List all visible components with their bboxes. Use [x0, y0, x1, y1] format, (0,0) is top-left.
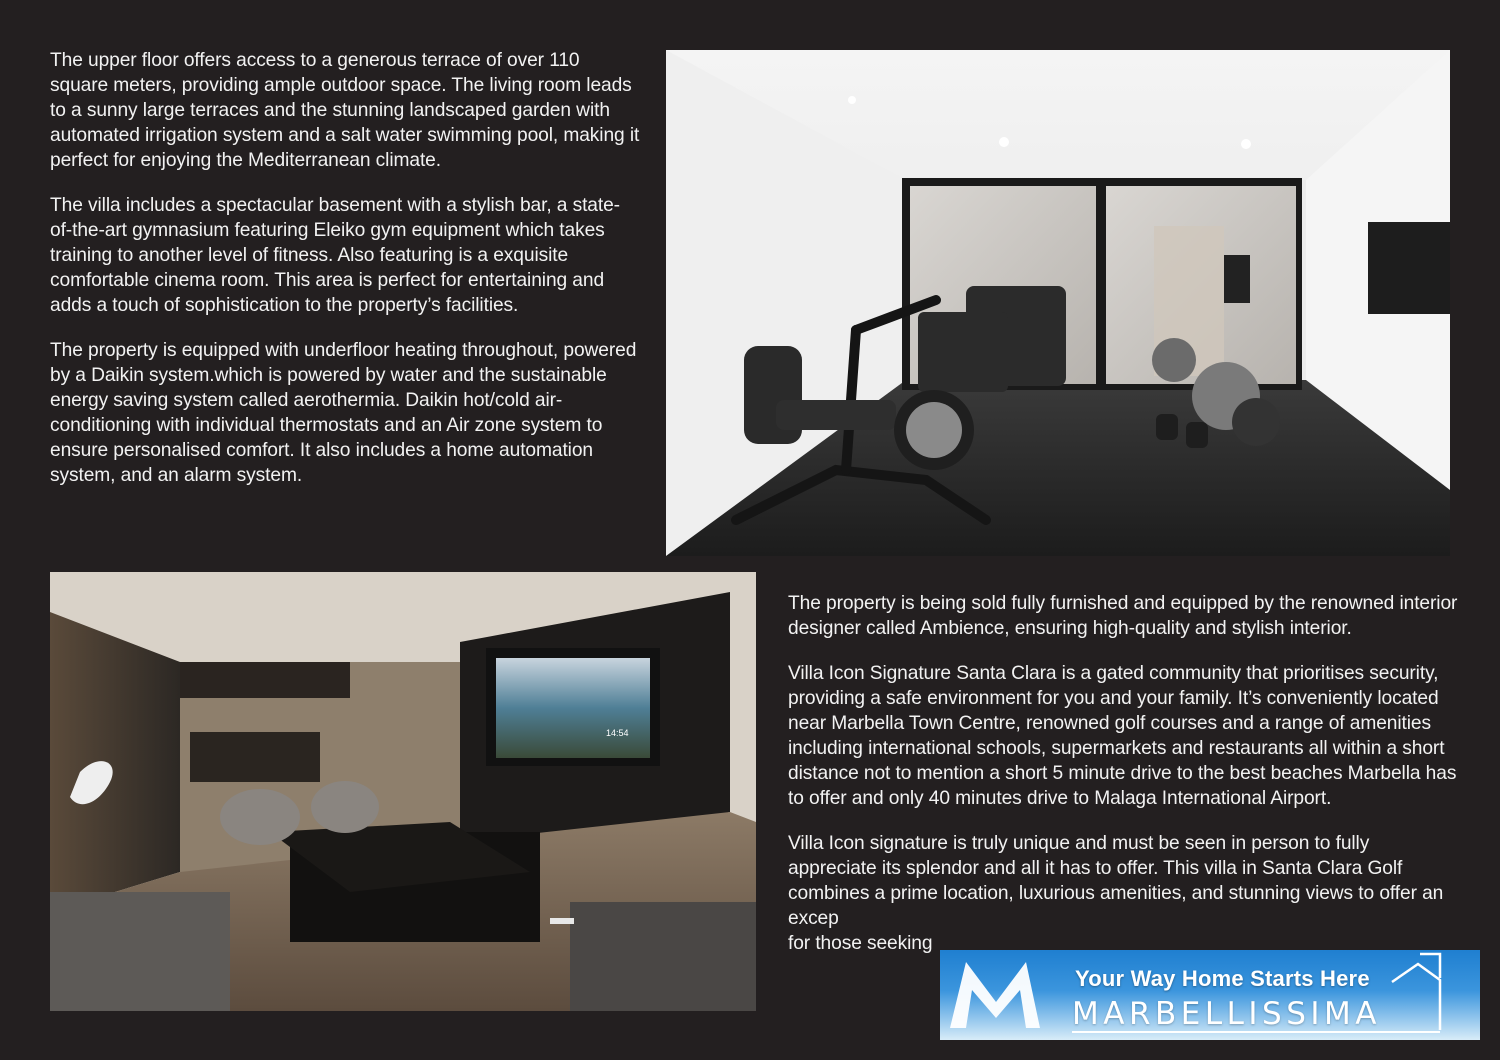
paragraph-unique-end: for those seeking	[788, 933, 933, 954]
tv-clock: 14:54	[606, 728, 629, 738]
banner-tagline: Your Way Home Starts Here	[1075, 966, 1370, 991]
paragraph-basement: The villa includes a spectacular basement with a stylish bar, a state-of-the-art gymnasium featuring Eleiko gym equipment which takes training to another level of fitness. Also featuring is a exquisite comfortable cinema room. This area is perfect for entertaining and adds a touch of sophistication to the property’s facilities.	[50, 195, 620, 316]
marbellissima-banner[interactable]	[940, 950, 1480, 1040]
gym-illustration	[666, 50, 1450, 556]
gym-photo	[666, 50, 1450, 556]
paragraph-heating: The property is equipped with underfloor heating throughout, powered by a Daikin system.which is powered by water and the sustainable energy saving system called aerothermia. Daikin hot/cold air-conditioning with individual thermostats and an Air zone system to ensure personalised comfort. It also includes a home automation system, and an alarm system.	[50, 340, 637, 486]
bottom-text-column	[788, 591, 1460, 976]
top-text-column	[50, 48, 640, 508]
house-outline-icon	[1392, 954, 1440, 1030]
paragraph-furnished: The property is being sold fully furnished and equipped by the renowned interior designer called Ambience, ensuring high-quality and stylish interior.	[788, 593, 1458, 639]
paragraph-terrace: The upper floor offers access to a generous terrace of over 110 square meters, providing ample outdoor space. The living room leads to a sunny large terraces and the stunning landscaped garden with automated irrigation system and a salt water swimming pool, making it perfect for enjoying the Mediterranean climate.	[50, 50, 640, 171]
banner-brand-name: MARBELLISSIMA	[1072, 996, 1381, 1032]
paragraph-unique-main: Villa Icon signature is truly unique and must be seen in person to fully appreciate its splendor and all it has to offer. This villa in Santa Clara Golf combines a prime location, luxurious amenities, and stunning views to offer an excep	[788, 833, 1444, 929]
cinema-illustration	[50, 572, 756, 1011]
paragraph-unique	[788, 831, 1460, 956]
marbellissima-logo-mark	[950, 962, 1040, 1028]
cinema-photo	[50, 572, 756, 1011]
paragraph-location: Villa Icon Signature Santa Clara is a gated community that prioritises security, providing a safe environment for you and your family. It’s conveniently located near Marbella Town Centre, renowned golf courses and a range of amenities including international schools, supermarkets and restaurants all within a short distance not to mention a short 5 minute drive to the best beaches Marbella has to offer and only 40 minutes drive to Malaga International Airport.	[788, 663, 1457, 809]
